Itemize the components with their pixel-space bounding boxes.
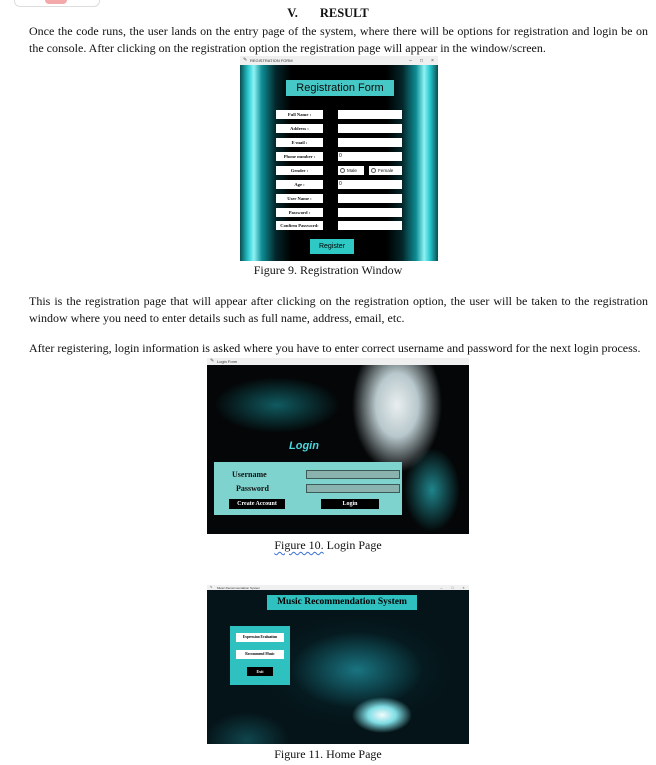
- create-account-button[interactable]: Create Account: [229, 499, 285, 509]
- age-label: Age :: [276, 180, 323, 189]
- address-field[interactable]: [338, 124, 402, 133]
- username-input[interactable]: [306, 470, 400, 479]
- login-panel: [214, 462, 402, 515]
- feather-icon: ✎: [243, 57, 248, 63]
- paragraph-login: After registering, login information is asked where you have to enter correct username and password for the next login process.: [29, 341, 641, 355]
- username-label: User Name :: [276, 194, 323, 203]
- password-label: Password: [236, 484, 269, 493]
- figure-11-caption: Figure 11. Home Page: [274, 747, 382, 761]
- full-name-field[interactable]: [338, 110, 402, 119]
- gender-row: [276, 166, 402, 175]
- figure-10-title: Login Page: [323, 538, 382, 552]
- confirm-password-row: [276, 221, 402, 230]
- section-number: V.: [287, 6, 298, 20]
- confirm-password-field[interactable]: [338, 221, 402, 230]
- login-heading: Login: [289, 440, 319, 452]
- registration-heading: Registration Form: [286, 80, 394, 96]
- paragraph-registration: This is the registration page that will appear after clicking on the registration option, the user will be taken to the registration window where you need to enter details such as full name, address, email, etc.: [29, 294, 648, 325]
- email-row: [276, 138, 402, 147]
- username-row: [276, 194, 402, 203]
- address-label: Address :: [276, 124, 323, 133]
- gender-female-label: Female: [378, 168, 394, 173]
- login-titlebar: [207, 358, 469, 365]
- phone-row: [276, 152, 402, 161]
- close-icon[interactable]: ×: [431, 57, 434, 64]
- register-button[interactable]: Register: [310, 239, 354, 254]
- minimize-icon[interactable]: –: [440, 585, 443, 590]
- password-input[interactable]: [306, 484, 400, 493]
- registration-titlebar: [240, 56, 438, 65]
- login-button[interactable]: Login: [321, 499, 379, 509]
- feather-icon: ✎: [210, 358, 215, 364]
- age-row: [276, 180, 402, 189]
- phone-label: Phone number :: [276, 152, 323, 161]
- section-heading: [0, 6, 656, 21]
- home-menu-panel: [230, 626, 290, 685]
- login-window: [207, 358, 469, 534]
- maximize-icon[interactable]: □: [451, 585, 454, 590]
- gender-male-label: Male: [347, 168, 357, 173]
- gender-male-radio[interactable]: [338, 166, 364, 175]
- feather-icon: ✎: [210, 585, 213, 589]
- radio-icon: [340, 168, 345, 173]
- age-field[interactable]: 0: [338, 180, 402, 189]
- maximize-icon[interactable]: □: [419, 57, 424, 64]
- close-icon[interactable]: ×: [462, 585, 465, 590]
- exit-button[interactable]: Exit: [247, 667, 273, 676]
- address-row: [276, 124, 402, 133]
- email-label: E-mail :: [276, 138, 323, 147]
- figure-10-caption: [0, 538, 656, 553]
- full-name-label: Full Name :: [276, 110, 323, 119]
- full-name-row: [276, 110, 402, 119]
- paragraph-intro: Once the code runs, the user lands on the entry page of the system, where there will be options for registration and login be on the console. After clicking on the registration option the registration page will appear in the window/screen.: [29, 24, 648, 55]
- recommend-music-button[interactable]: Recommend Music: [236, 650, 284, 659]
- figure-10-label: Figure 10.: [274, 538, 324, 552]
- password-field[interactable]: [338, 208, 402, 217]
- home-window-title: Music Recommendation System: [217, 585, 261, 590]
- radio-icon: [371, 168, 376, 173]
- expression-evaluation-button[interactable]: Expression Evaluation: [236, 633, 284, 642]
- registration-window: [240, 56, 438, 261]
- confirm-password-label: Confirm Password:: [276, 221, 323, 230]
- login-window-title: Login Form: [217, 359, 238, 364]
- gender-female-radio[interactable]: [369, 166, 402, 175]
- minimize-icon[interactable]: –: [409, 57, 412, 64]
- figure-9-caption: Figure 9. Registration Window: [253, 263, 403, 277]
- password-row: [276, 208, 402, 217]
- phone-field[interactable]: 0: [338, 152, 402, 161]
- registration-window-title: REGISTRATION FORM: [250, 58, 293, 63]
- home-heading: Music Recommendation System: [267, 595, 417, 610]
- password-label: Password :: [276, 208, 323, 217]
- gender-label: Gender :: [276, 166, 323, 175]
- email-field[interactable]: [338, 138, 402, 147]
- home-window: [207, 585, 469, 744]
- username-field[interactable]: [338, 194, 402, 203]
- section-title: RESULT: [319, 6, 369, 20]
- username-label: Username: [232, 470, 267, 479]
